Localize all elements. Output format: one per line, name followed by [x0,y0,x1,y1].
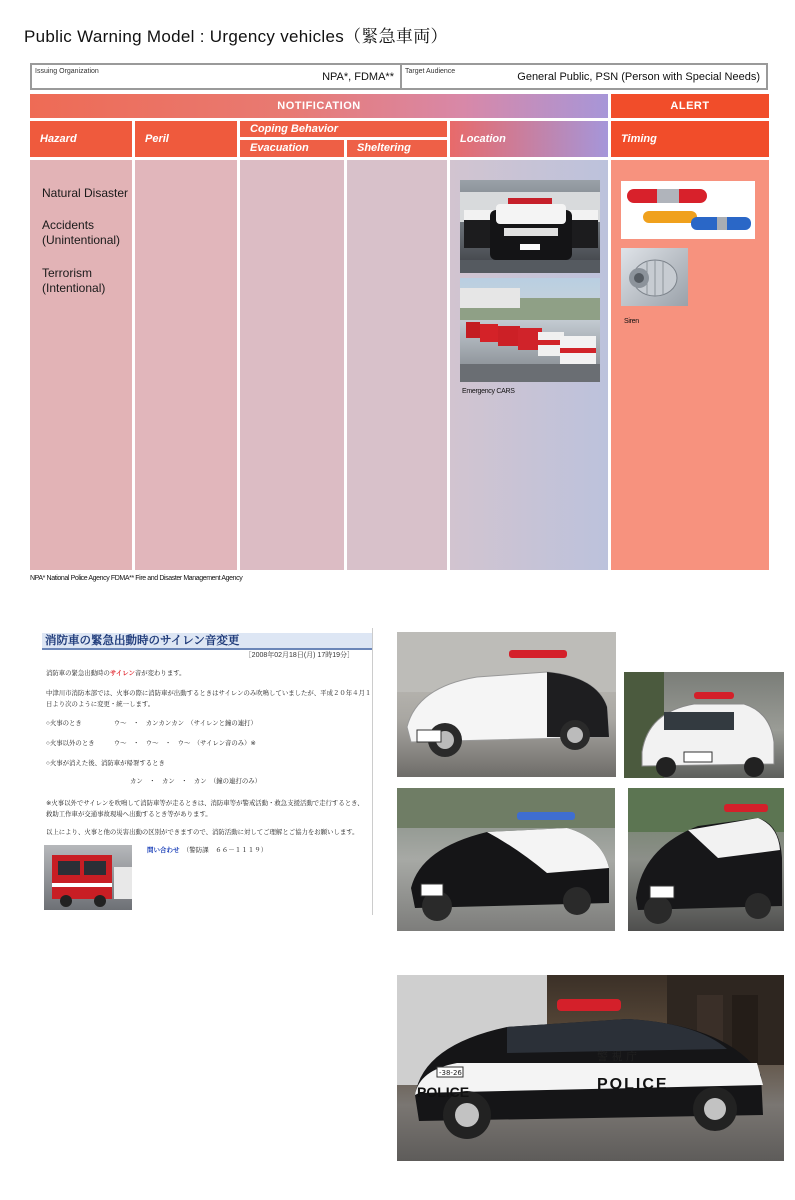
document-intro [46,668,186,677]
hazard-line: Accidents [42,218,95,232]
siren-image [621,248,688,306]
police-car-photo-5 [397,975,784,1161]
issuing-organization-value: NPA*, FDMA** [322,71,394,83]
location-header-label: Location [460,133,506,145]
document-title: 消防車の緊急出動時のサイレン音変更 [42,633,372,650]
issuing-organization-label: Issuing Organization [35,68,99,75]
document-paragraph: 日より次のように変更・統一します。 [46,701,155,708]
hazard-subline: (Unintentional) [42,233,121,247]
target-audience-cell [402,65,766,88]
document-note: 救助工作車が交通事故現場へ出動するとき等があります。 [46,811,212,818]
peril-column-header [135,121,237,157]
peril-column-body [135,160,237,570]
peril-header-label: Peril [145,133,169,145]
police-car-photo-1 [397,632,616,777]
sheltering-column-body [347,160,447,570]
document-paragraph: 中津川市消防本部では、火事の際に消防車が出動するときはサイレンのみ吹鳴していましたが、平成２０年４月１ [46,690,372,697]
notification-header: NOTIFICATION [30,94,608,118]
evacuation-header-label: Evacuation [250,142,309,154]
contact-phone: （警防課 ６６－１１１９） [186,847,268,854]
document-closing: 以上により、火事と他の災害出動の区別ができますので、消防活動に対してご理解とご協力をお願いします。 [46,829,359,836]
issuing-organization-cell [32,65,402,88]
hazard-subline: (Intentional) [42,281,106,295]
police-minivan-image [628,788,784,931]
hazard-item [42,218,120,248]
light-bars-image [621,181,755,239]
police-text-right: POLICE [597,1076,669,1093]
intro-text: 消防車の緊急出動時の [46,670,110,677]
agency-text: 警 視 庁 [597,1050,637,1063]
hazard-column-body [30,160,132,570]
hazard-line: Terrorism [42,266,92,280]
police-hybrid-car-image [397,788,615,931]
hazard-line: Natural Disaster [42,186,129,200]
hazard-column-header [30,121,132,157]
document-contact [147,845,267,854]
info-bar [30,63,768,90]
alert-header: ALERT [611,94,769,118]
target-audience-label: Target Audience [405,68,456,75]
police-sports-car-image [397,632,616,777]
emergency-cars-caption: Emergency CARS [462,388,515,395]
document-note: ※火事以外でサイレンを吹鳴して消防車等が走るときは、消防車等が警戒活動・救急支援活動で走行するとき、 [46,800,364,807]
evacuation-column-body [240,160,344,570]
timing-header-label: Timing [621,133,657,145]
document-line-bell: カン ・ カン ・ カン （鐘の連打のみ） [130,778,262,785]
siren-photo [621,248,688,306]
police-cars-photo [460,180,600,273]
document-line-other: ○火事以外のとき ウ～ ・ ウ～ ・ ウ～ （サイレン音のみ）※ [46,740,256,747]
hazard-item [42,186,128,201]
timing-column-header [611,121,769,157]
footnote: NPA* National Police Agency FDMA** Fire and Disaster Management Agency [30,575,243,582]
contact-link[interactable]: 問い合わせ [147,847,180,854]
siren-notice-document [42,628,373,915]
police-car-photo-2 [624,672,784,778]
siren-caption: Siren [624,318,639,325]
location-column-header [450,121,608,157]
coping-behavior-header [240,121,447,137]
plate-text: -38-26 [439,1069,462,1077]
police-compact-car-image [624,672,784,778]
hazard-header-label: Hazard [40,133,77,145]
police-sedan-image [397,975,784,1161]
page-title: Public Warning Model : Urgency vehicles（緊急車両） [24,27,448,46]
police-car-photo-3 [397,788,615,931]
intro-highlight: サイレン [109,670,135,677]
coping-behavior-label: Coping Behavior [250,123,339,135]
fire-engine-image [44,845,132,910]
light-bars-photo [621,181,755,239]
evacuation-column-header [240,140,344,157]
document-date: ［2008年02月18日(月) 17時19分］ [244,652,354,659]
hazard-item [42,266,105,296]
sheltering-column-header [347,140,447,157]
document-line-fire: ○火事のとき ウ～ ・ カンカンカン （サイレンと鐘の連打） [46,720,257,727]
sheltering-header-label: Sheltering [357,142,411,154]
fire-engine-photo [44,845,132,910]
police-car-photo-4 [628,788,784,931]
target-audience-value: General Public, PSN (Person with Special Needs) [517,71,760,83]
police-text-left: POLICE [417,1084,470,1100]
police-cars-image [460,180,600,273]
intro-text-end: 音が変わります。 [134,670,186,677]
fire-trucks-image [460,278,600,382]
fire-trucks-photo [460,278,600,382]
document-line-after: ○火事が消えた後、消防車が帰署するとき [46,760,165,767]
